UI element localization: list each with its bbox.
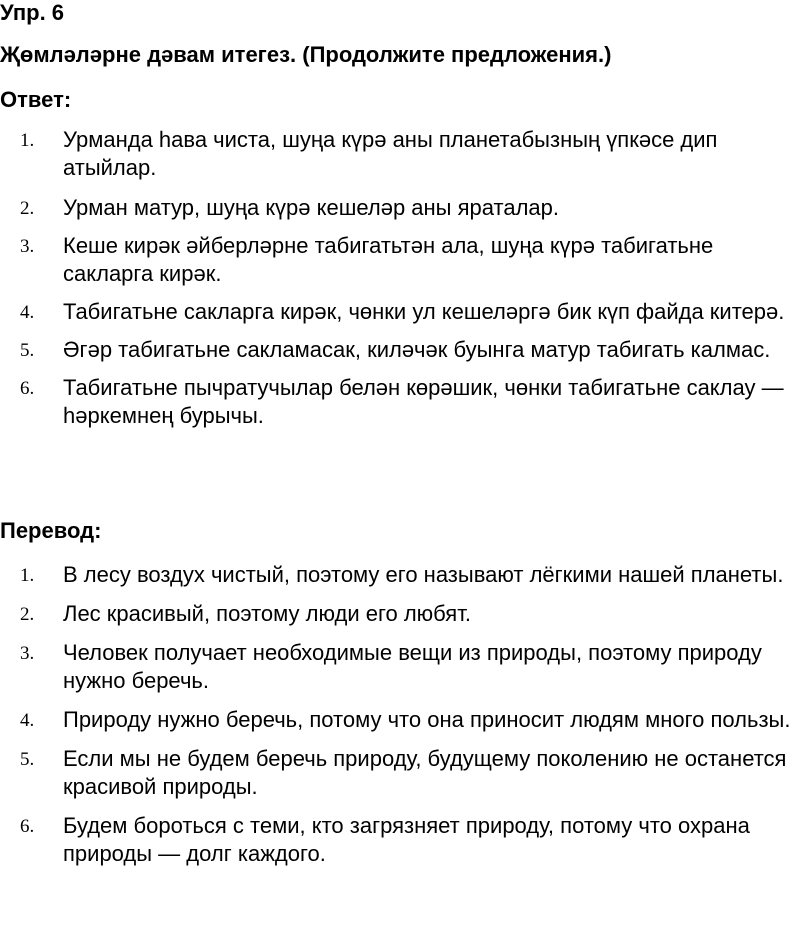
list-item: [0, 232, 800, 288]
item-text: Табигатьне пычратучылар белән көрәшик, чөнки табигатьне саклау — һәркемнең бурычы.: [63, 375, 784, 428]
item-number: 1.: [20, 130, 35, 151]
list-item: [0, 336, 800, 364]
item-number: 6.: [20, 816, 35, 837]
exercise-title: Упр. 6: [0, 0, 65, 25]
list-item: [0, 812, 800, 868]
item-number: 2.: [20, 198, 35, 219]
item-number: 3.: [20, 643, 35, 664]
item-number: 2.: [20, 604, 35, 625]
item-text: Урман матур, шуңа күрә кешеләр аны яраталар.: [63, 195, 559, 220]
list-item: [0, 374, 800, 430]
item-number: 5.: [20, 340, 35, 361]
item-number: 1.: [20, 565, 35, 586]
answer-list: [0, 126, 800, 430]
item-text: Будем бороться с теми, кто загрязняет природу, потому что охрана природы — долг каждого.: [63, 813, 750, 866]
list-item: [0, 639, 800, 695]
exercise-task: Җөмләләрне дәвам итегез. (Продолжите предложения.): [0, 42, 612, 67]
item-number: 5.: [20, 749, 35, 770]
item-text: Табигатьне сакларга кирәк, чөнки ул кешеләргә бик күп файда китерә.: [63, 299, 785, 324]
item-text: Кеше кирәк әйберләрне табигатьтән ала, шуңа күрә табигатьне сакларга кирәк.: [63, 233, 714, 286]
translation-heading: Перевод:: [0, 518, 102, 543]
item-text: Природу нужно беречь, потому что она приносит людям много пользы.: [63, 707, 791, 732]
answer-heading: Ответ:: [0, 87, 72, 112]
list-item: [0, 745, 800, 801]
item-text: Если мы не будем беречь природу, будущему поколению не останется красивой природы.: [63, 746, 787, 799]
item-number: 4.: [20, 710, 35, 731]
item-number: 4.: [20, 302, 35, 323]
list-item: [0, 298, 800, 326]
item-text: Человек получает необходимые вещи из природы, поэтому природу нужно беречь.: [63, 640, 762, 693]
list-item: [0, 126, 800, 182]
item-text: Лес красивый, поэтому люди его любят.: [63, 601, 471, 626]
list-item: [0, 194, 800, 222]
item-number: 6.: [20, 378, 35, 399]
translation-list: [0, 561, 800, 868]
list-item: [0, 600, 800, 628]
list-item: [0, 561, 800, 589]
item-text: В лесу воздух чистый, поэтому его называют лёгкими нашей планеты.: [63, 562, 784, 587]
item-text: Әгәр табигатьне сакламасак, киләчәк буынга матур табигать калмас.: [63, 337, 771, 362]
item-number: 3.: [20, 236, 35, 257]
list-item: [0, 706, 800, 734]
item-text: Урманда һава чиста, шуңа күрә аны планетабызның үпкәсе дип атыйлар.: [63, 127, 718, 180]
